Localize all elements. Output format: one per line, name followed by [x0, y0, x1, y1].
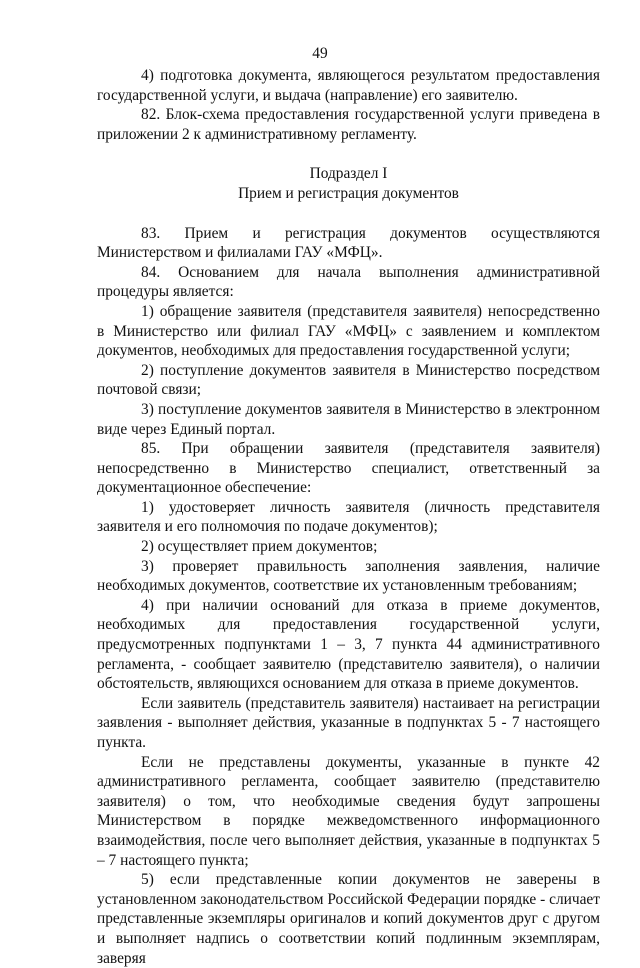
- paragraph: 84. Основанием для начала выполнения административной процедуры является:: [97, 263, 600, 301]
- paragraph: 82. Блок-схема предоставления государственной услуги приведена в приложении 2 к административному регламенту.: [97, 106, 600, 143]
- paragraph: Если заявитель (представитель заявителя) настаивает на регистрации заявления - выполняет действия, указанные в подпунктах 5 - 7 настоящего пункта.: [97, 694, 600, 751]
- paragraph: Если не представлены документы, указанные в пункте 42 административного регламента, сообщает заявителю (представителю заявителя) о том, что необходимые сведения будут запрошены Министерством в порядке межведомственного информационного взаимодействия, после чего выполняет действия, указанные в подпунктах 5 – 7 настоящего пункта;: [97, 753, 600, 869]
- paragraph: 85. При обращении заявителя (представителя заявителя) непосредственно в Министерство специалист, ответственный за документационное обеспечение:: [97, 440, 600, 497]
- spacer: [97, 144, 600, 164]
- paragraph: 4) при наличии оснований для отказа в приеме документов, необходимых для предоставления государственной услуги, предусмотренных подпунктами 1 – 3, 7 пункта 44 административного регламента, - сообщает заявителю (представителю заявителя), о наличии обстоятельств, являющихся основанием для отказа в приеме документов.: [97, 596, 600, 693]
- paragraph: 2) поступление документов заявителя в Министерство посредством почтовой связи;: [97, 361, 600, 399]
- paragraph: 4) подготовка документа, являющегося результатом предоставления государственной услуги, и выдача (направление) его заявителю.: [97, 67, 600, 104]
- spacer: [97, 204, 600, 224]
- paragraph: 3) поступление документов заявителя в Министерство в электронном виде через Единый портал.: [97, 400, 600, 438]
- page-number: 49: [312, 45, 328, 62]
- paragraph: 1) удостоверяет личность заявителя (личность представителя заявителя и его полномочия по подаче документов);: [97, 498, 600, 536]
- paragraph: 3) проверяет правильность заполнения заявления, наличие необходимых документов, соответствие их установленным требованиям;: [97, 557, 600, 595]
- subsection-subtitle: Прием и регистрация документов: [238, 184, 459, 202]
- paragraph: 83. Прием и регистрация документов осуществляются Министерством и филиалами ГАУ «МФЦ».: [97, 224, 600, 262]
- page-body: [97, 66, 600, 968]
- paragraph: 5) если представленные копии документов не заверены в установленном законодательством Российской Федерации порядке - сличает представленные экземпляры оригиналов и копий документов друг с другом и выполняет надпись о соответствии копий подлинным экземплярам, заверяя: [97, 871, 600, 967]
- subsection-title: Подраздел I: [309, 165, 388, 183]
- paragraph: 2) осуществляет прием документов;: [141, 538, 378, 556]
- paragraph: 1) обращение заявителя (представителя заявителя) непосредственно в Министерство или филиал ГАУ «МФЦ» с заявлением и комплектом документов, необходимых для предоставления государственной услуги;: [97, 302, 600, 360]
